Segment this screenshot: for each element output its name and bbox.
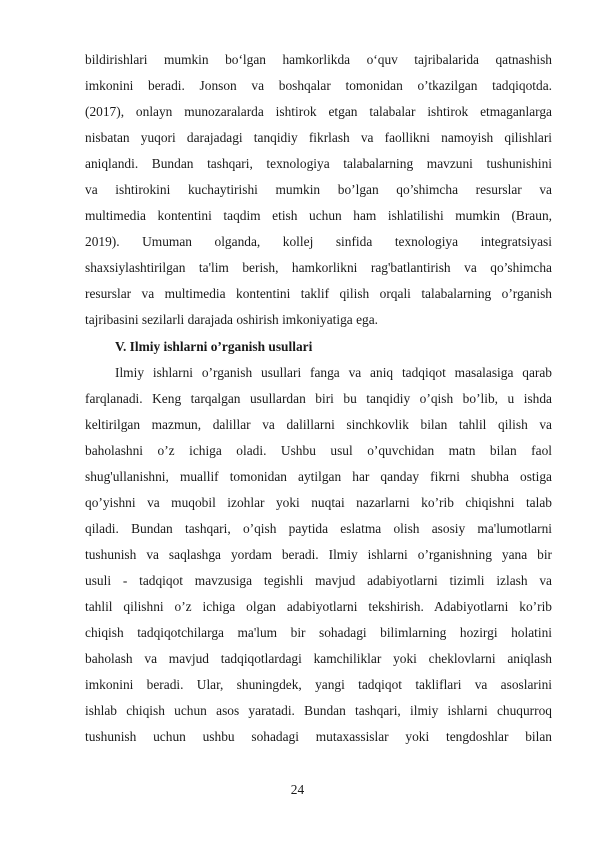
document-page — [85, 47, 552, 750]
text-line: tahlil qilishni o’z ichiga olgan adabiyotlarni tekshirish. Adabiyotlarni ko’rib — [85, 598, 552, 614]
paragraph-methods — [85, 360, 552, 751]
text-line: farqlanadi. Keng tarqalgan usullardan biri bu tanqidiy o’qish bo’lib, u ishda — [85, 390, 552, 406]
text-line: tushunish va saqlashga yordam beradi. Ilmiy ishlarni o’rganishning yana bir — [85, 546, 552, 562]
text-line: shug'ullanishni, muallif tomonidan aytilgan har qanday fikrni shubha ostiga — [85, 468, 552, 484]
text-line: baholashni o’z ichiga oladi. Ushbu usul o’quvchidan matn bilan faol — [85, 442, 552, 458]
text-line: baholash va mavjud tadqiqotlardagi kamchiliklar yoki cheklovlarni aniqlash — [85, 651, 552, 667]
text-line: bildirishlari mumkin bo‘lgan hamkorlikda o‘quv tajribalarida qatnashish — [85, 52, 552, 67]
text-line: tajribasini sezilarli darajada oshirish imkoniyatiga ega. — [85, 312, 379, 328]
text-line: (2017), onlayn munozaralarda ishtirok etgan talabalar ishtirok etmaganlarga — [85, 104, 552, 120]
text-line: qiladi. Bundan tashqari, o’qish paytida eslatma olish asosiy ma'lumotlarni — [85, 520, 552, 536]
text-line: keltirilgan mazmun, dalillar va dalillarni sinchkovlik bilan tahlil qilish va — [85, 416, 552, 432]
text-line: multimedia kontentini taqdim etish uchun ham ishlatilishi mumkin (Braun, — [85, 208, 552, 224]
text-line: nisbatan yuqori darajadagi tanqidiy fikrlash va faollikni namoyish qilishlari — [85, 130, 552, 146]
text-line: shaxsiylashtirilgan ta'lim berish, hamkorlikni rag'batlantirish va qo’shimcha — [85, 260, 552, 276]
paragraph-continuation — [85, 47, 552, 334]
text-line: qo’yishni va muqobil izohlar yoki nuqtai nazarlarni ko’rib chiqishni talab — [85, 494, 552, 510]
page-number: 24 — [290, 782, 305, 797]
text-line: ishlab chiqish uchun asos yaratadi. Bundan tashqari, ilmiy ishlarni chuqurroq — [85, 703, 552, 719]
text-line: tushunish uchun ushbu sohadagi mutaxassislar yoki tengdoshlar bilan — [85, 729, 552, 745]
text-line: va ishtirokini kuchaytirishi mumkin bo’lgan qo’shimcha resurslar va — [85, 182, 552, 198]
text-line: resurslar va multimedia kontentini taklif qilish orqali talabalarning o’rganish — [85, 286, 552, 302]
text-line: 2019). Umuman olganda, kollej sinfida texnologiya integratsiyasi — [85, 234, 552, 250]
text-line: Ilmiy ishlarni o’rganish usullari fanga va aniq tadqiqot masalasiga qarab — [115, 364, 552, 380]
text-line: usuli - tadqiqot mavzusiga tegishli mavjud adabiyotlarni tizimli izlash va — [85, 572, 552, 588]
text-line: chiqish tadqiqotchilarga ma'lum bir sohadagi bilimlarning hozirgi holatini — [85, 625, 552, 641]
section-heading: V. Ilmiy ishlarni o’rganish usullari — [115, 338, 313, 354]
text-line: aniqlandi. Bundan tashqari, texnologiya talabalarning mavzuni tushunishini — [85, 156, 552, 172]
text-line: imkonini beradi. Ular, shuningdek, yangi tadqiqot takliflari va asoslarini — [85, 677, 552, 693]
text-line: imkonini beradi. Jonson va boshqalar tomonidan o’tkazilgan tadqiqotda. — [85, 78, 552, 94]
